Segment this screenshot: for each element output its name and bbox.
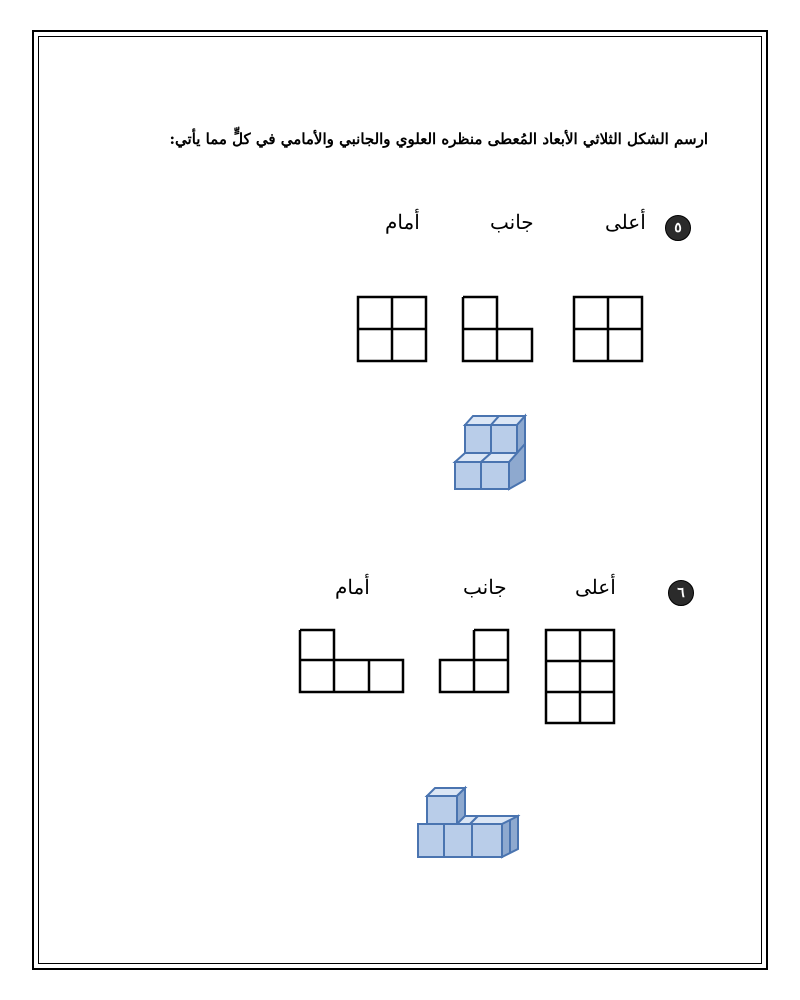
- problem-6-side-view: [440, 630, 508, 692]
- problem-6-front-label: أمام: [335, 575, 370, 599]
- problem-6-3d-figure: [417, 788, 518, 857]
- problem-5-top-label: أعلى: [605, 210, 646, 234]
- problem-5-3d-figure: [455, 416, 525, 489]
- problem-6-top-view: [546, 630, 614, 723]
- problem-6-front-view: [300, 630, 403, 692]
- problem-5-front-label: أمام: [385, 210, 420, 234]
- instruction-text: ارسم الشكل الثلاثي الأبعاد المُعطى منظره العلوي والجانبي والأمامي في كلٍّ مما يأتي:: [169, 130, 708, 148]
- problem-5-side-label: جانب: [490, 210, 534, 234]
- problem-6-top-label: أعلى: [575, 575, 616, 599]
- problem-6-badge: ٦: [668, 580, 694, 606]
- problem-5-badge: ٥: [665, 215, 691, 241]
- problem-5-top-view: [574, 297, 642, 361]
- problem-6-side-label: جانب: [463, 575, 507, 599]
- problem-5-side-view: [463, 297, 532, 361]
- problem-5-front-view: [358, 297, 426, 361]
